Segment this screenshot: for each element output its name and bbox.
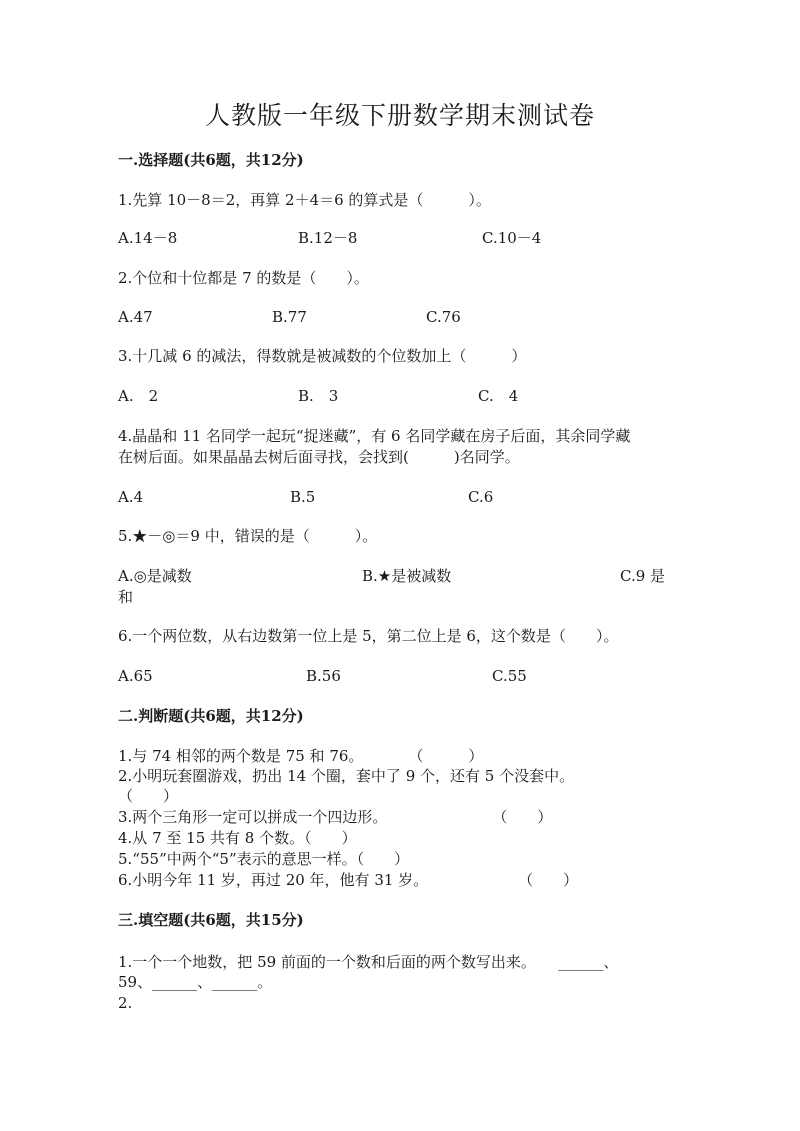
judge-item-5: 5.“55”中两个“5”表示的意思一样。（ ）: [118, 850, 410, 868]
choice-q2-stem: 2.个位和十位都是 7 的数是（ ）。: [118, 269, 369, 287]
choice-q5-option-c: C.9 是: [620, 567, 666, 585]
choice-q4-stem-line1: 4.晶晶和 11 名同学一起玩“捉迷藏”，有 6 名同学藏在房子后面，其余同学藏: [118, 427, 631, 445]
judge-item-2-brackets: （ ）: [118, 787, 179, 805]
choice-q4-stem-line2: 在树后面。如果晶晶去树后面寻找，会找到( )名同学。: [118, 448, 520, 466]
choice-q6-option-a: A.65: [118, 667, 153, 685]
choice-q4-option-a: A.4: [118, 488, 144, 506]
choice-q5-option-a: A.◎是减数: [118, 567, 192, 585]
choice-q3-option-b: B. 3: [298, 387, 339, 405]
section-heading-choice: 一.选择题(共6题，共12分): [118, 151, 304, 169]
choice-q2-option-b: B.77: [272, 308, 307, 326]
choice-q3-option-c: C. 4: [478, 387, 519, 405]
judge-item-3: 3.两个三角形一定可以拼成一个四边形。 （ ）: [118, 808, 553, 826]
choice-q5-option-b: B.★是被减数: [362, 567, 452, 585]
choice-q2-option-a: A.47: [118, 308, 153, 326]
choice-q1-option-a: A.14－8: [118, 229, 178, 247]
judge-item-1: 1.与 74 相邻的两个数是 75 和 76。 （ ）: [118, 747, 484, 765]
judge-item-6: 6.小明今年 11 岁，再过 20 年，他有 31 岁。 （ ）: [118, 871, 579, 889]
choice-q5-option-c-wrap: 和: [118, 588, 134, 606]
choice-q5-stem: 5.★－◎＝9 中，错误的是（ ）。: [118, 527, 378, 545]
fill-item-1-line1: 1.一个一个地数，把 59 前面的一个数和后面的两个数写出来。 ______、: [118, 953, 619, 971]
choice-q1-option-b: B.12－8: [298, 229, 358, 247]
choice-q4-option-b: B.5: [290, 488, 316, 506]
judge-item-2: 2.小明玩套圈游戏，扔出 14 个圈，套中了 9 个，还有 5 个没套中。: [118, 767, 575, 785]
section-heading-fill: 三.填空题(共6题，共15分): [118, 911, 304, 929]
page-title: 人教版一年级下册数学期末测试卷: [204, 101, 595, 130]
choice-q1-option-c: C.10－4: [482, 229, 542, 247]
choice-q1-stem: 1.先算 10－8＝2，再算 2＋4＝6 的算式是（ ）。: [118, 191, 491, 209]
choice-q6-stem: 6.一个两位数，从右边数第一位上是 5，第二位上是 6，这个数是（ ）。: [118, 627, 619, 645]
choice-q6-option-c: C.55: [492, 667, 527, 685]
judge-item-4: 4.从 7 至 15 共有 8 个数。（ ）: [118, 829, 357, 847]
choice-q3-stem: 3.十几减 6 的减法，得数就是被减数的个位数加上（ ）: [118, 347, 527, 365]
choice-q4-option-c: C.6: [468, 488, 494, 506]
choice-q3-option-a: A. 2: [118, 387, 159, 405]
choice-q2-option-c: C.76: [426, 308, 461, 326]
choice-q6-option-b: B.56: [306, 667, 341, 685]
fill-item-2: 2.: [118, 994, 133, 1012]
fill-item-1-line2: 59、______、______。: [118, 973, 273, 991]
section-heading-judge: 二.判断题(共6题，共12分): [118, 707, 304, 725]
